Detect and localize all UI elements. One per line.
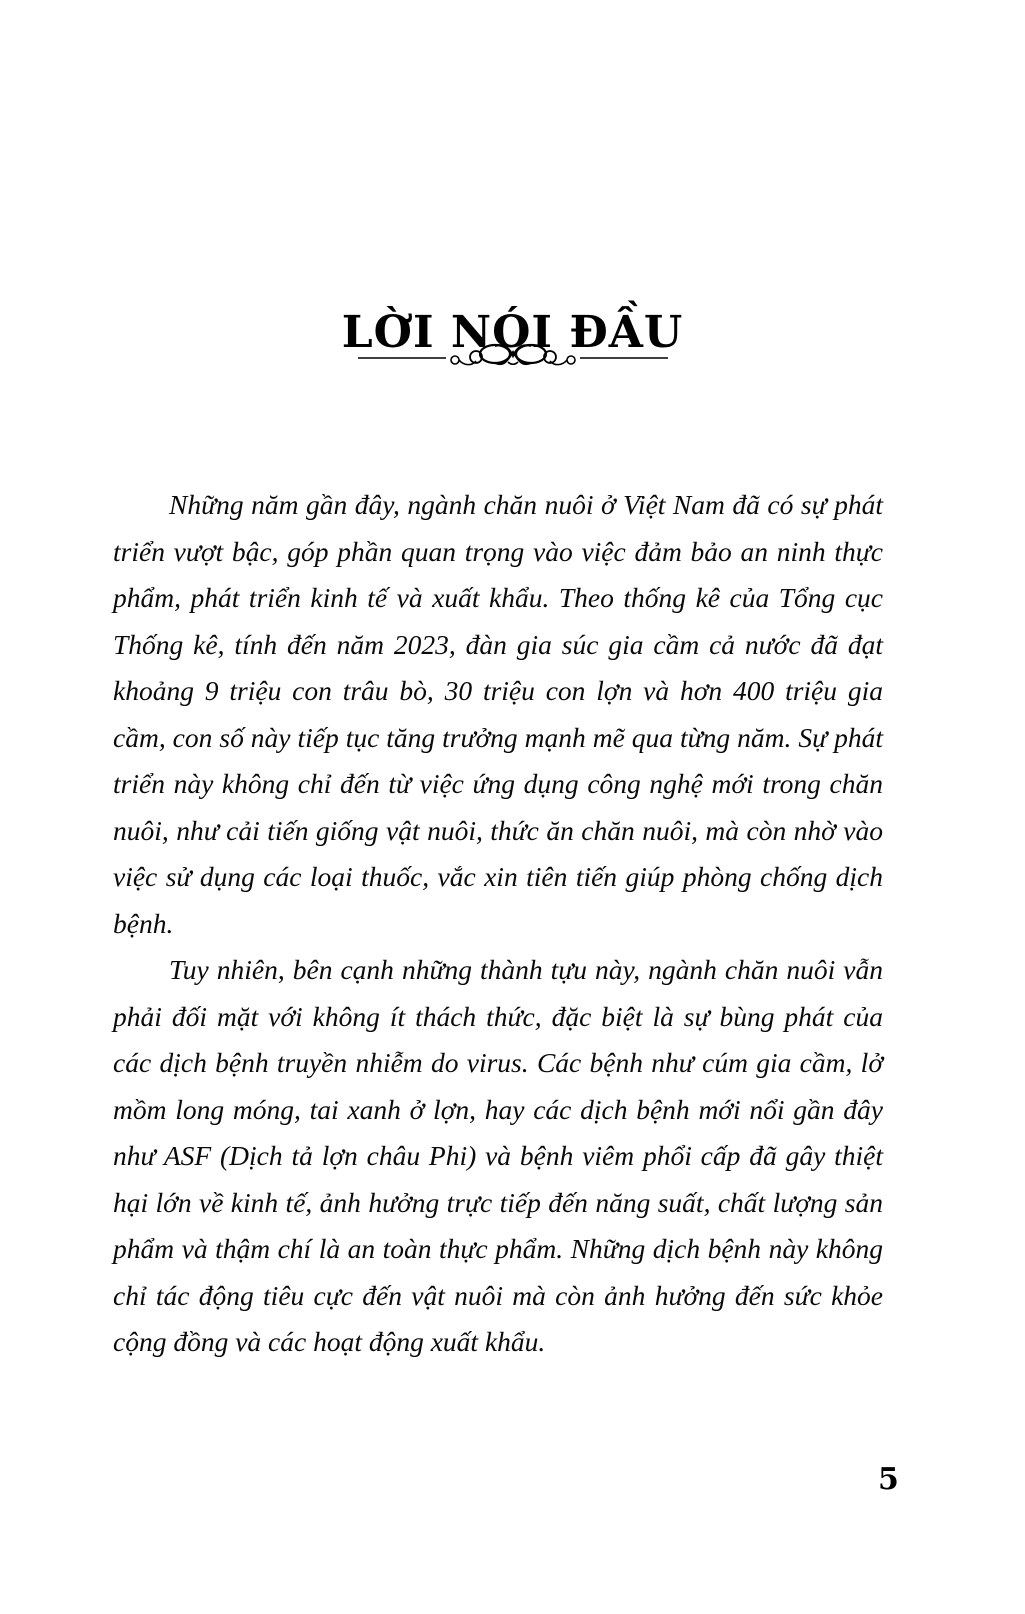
paragraph-2: Tuy nhiên, bên cạnh những thành tựu này, ngành chăn nuôi vẫn phải đối mặt với không ít thách thức, đặc biệt là sự bùng phát của các dịch bệnh truyền nhiễm do virus. Các bệnh như cúm gia cầm, lở mồm long móng, tai xanh ở lợn, hay các dịch bệnh mới nổi gần đây như ASF (Dịch tả lợn châu Phi) và bệnh viêm phổi cấp đã gây thiệt hại lớn về kinh tế, ảnh hưởng trực tiếp đến năng suất, chất lượng sản phẩm và thậm chí là an toàn thực phẩm. Những dịch bệnh này không chỉ tác động tiêu cực đến vật nuôi mà còn ảnh hưởng đến sức khỏe cộng đồng và các hoạt động xuất khẩu. [113,954,883,1357]
page-title: LỜI NÓI ĐẦU [341,307,684,359]
ornamental-divider [0,340,1025,379]
paragraph-1: Những năm gần đây, ngành chăn nuôi ở Việt Nam đã có sự phát triển vượt bậc, góp phần quan trọng vào việc đảm bảo an ninh thực phẩm, phát triển kinh tế và xuất khẩu. Theo thống kê của Tổng cục Thống kê, tính đến năm 2023, đàn gia súc gia cầm cả nước đã đạt khoảng 9 triệu con trâu bò, 30 triệu con lợn và hơn 400 triệu gia cầm, con số này tiếp tục tăng trưởng mạnh mẽ qua từng năm. Sự phát triển này không chỉ đến từ việc ứng dụng công nghệ mới trong chăn nuôi, như cải tiến giống vật nuôi, thức ăn chăn nuôi, mà còn nhờ vào việc sử dụng các loại thuốc, vắc xin tiên tiến giúp phòng chống dịch bệnh. [113,489,883,939]
flourish-divider-icon [358,340,668,374]
page-number: 5 [878,1462,899,1497]
foreword-body [113,482,883,1366]
